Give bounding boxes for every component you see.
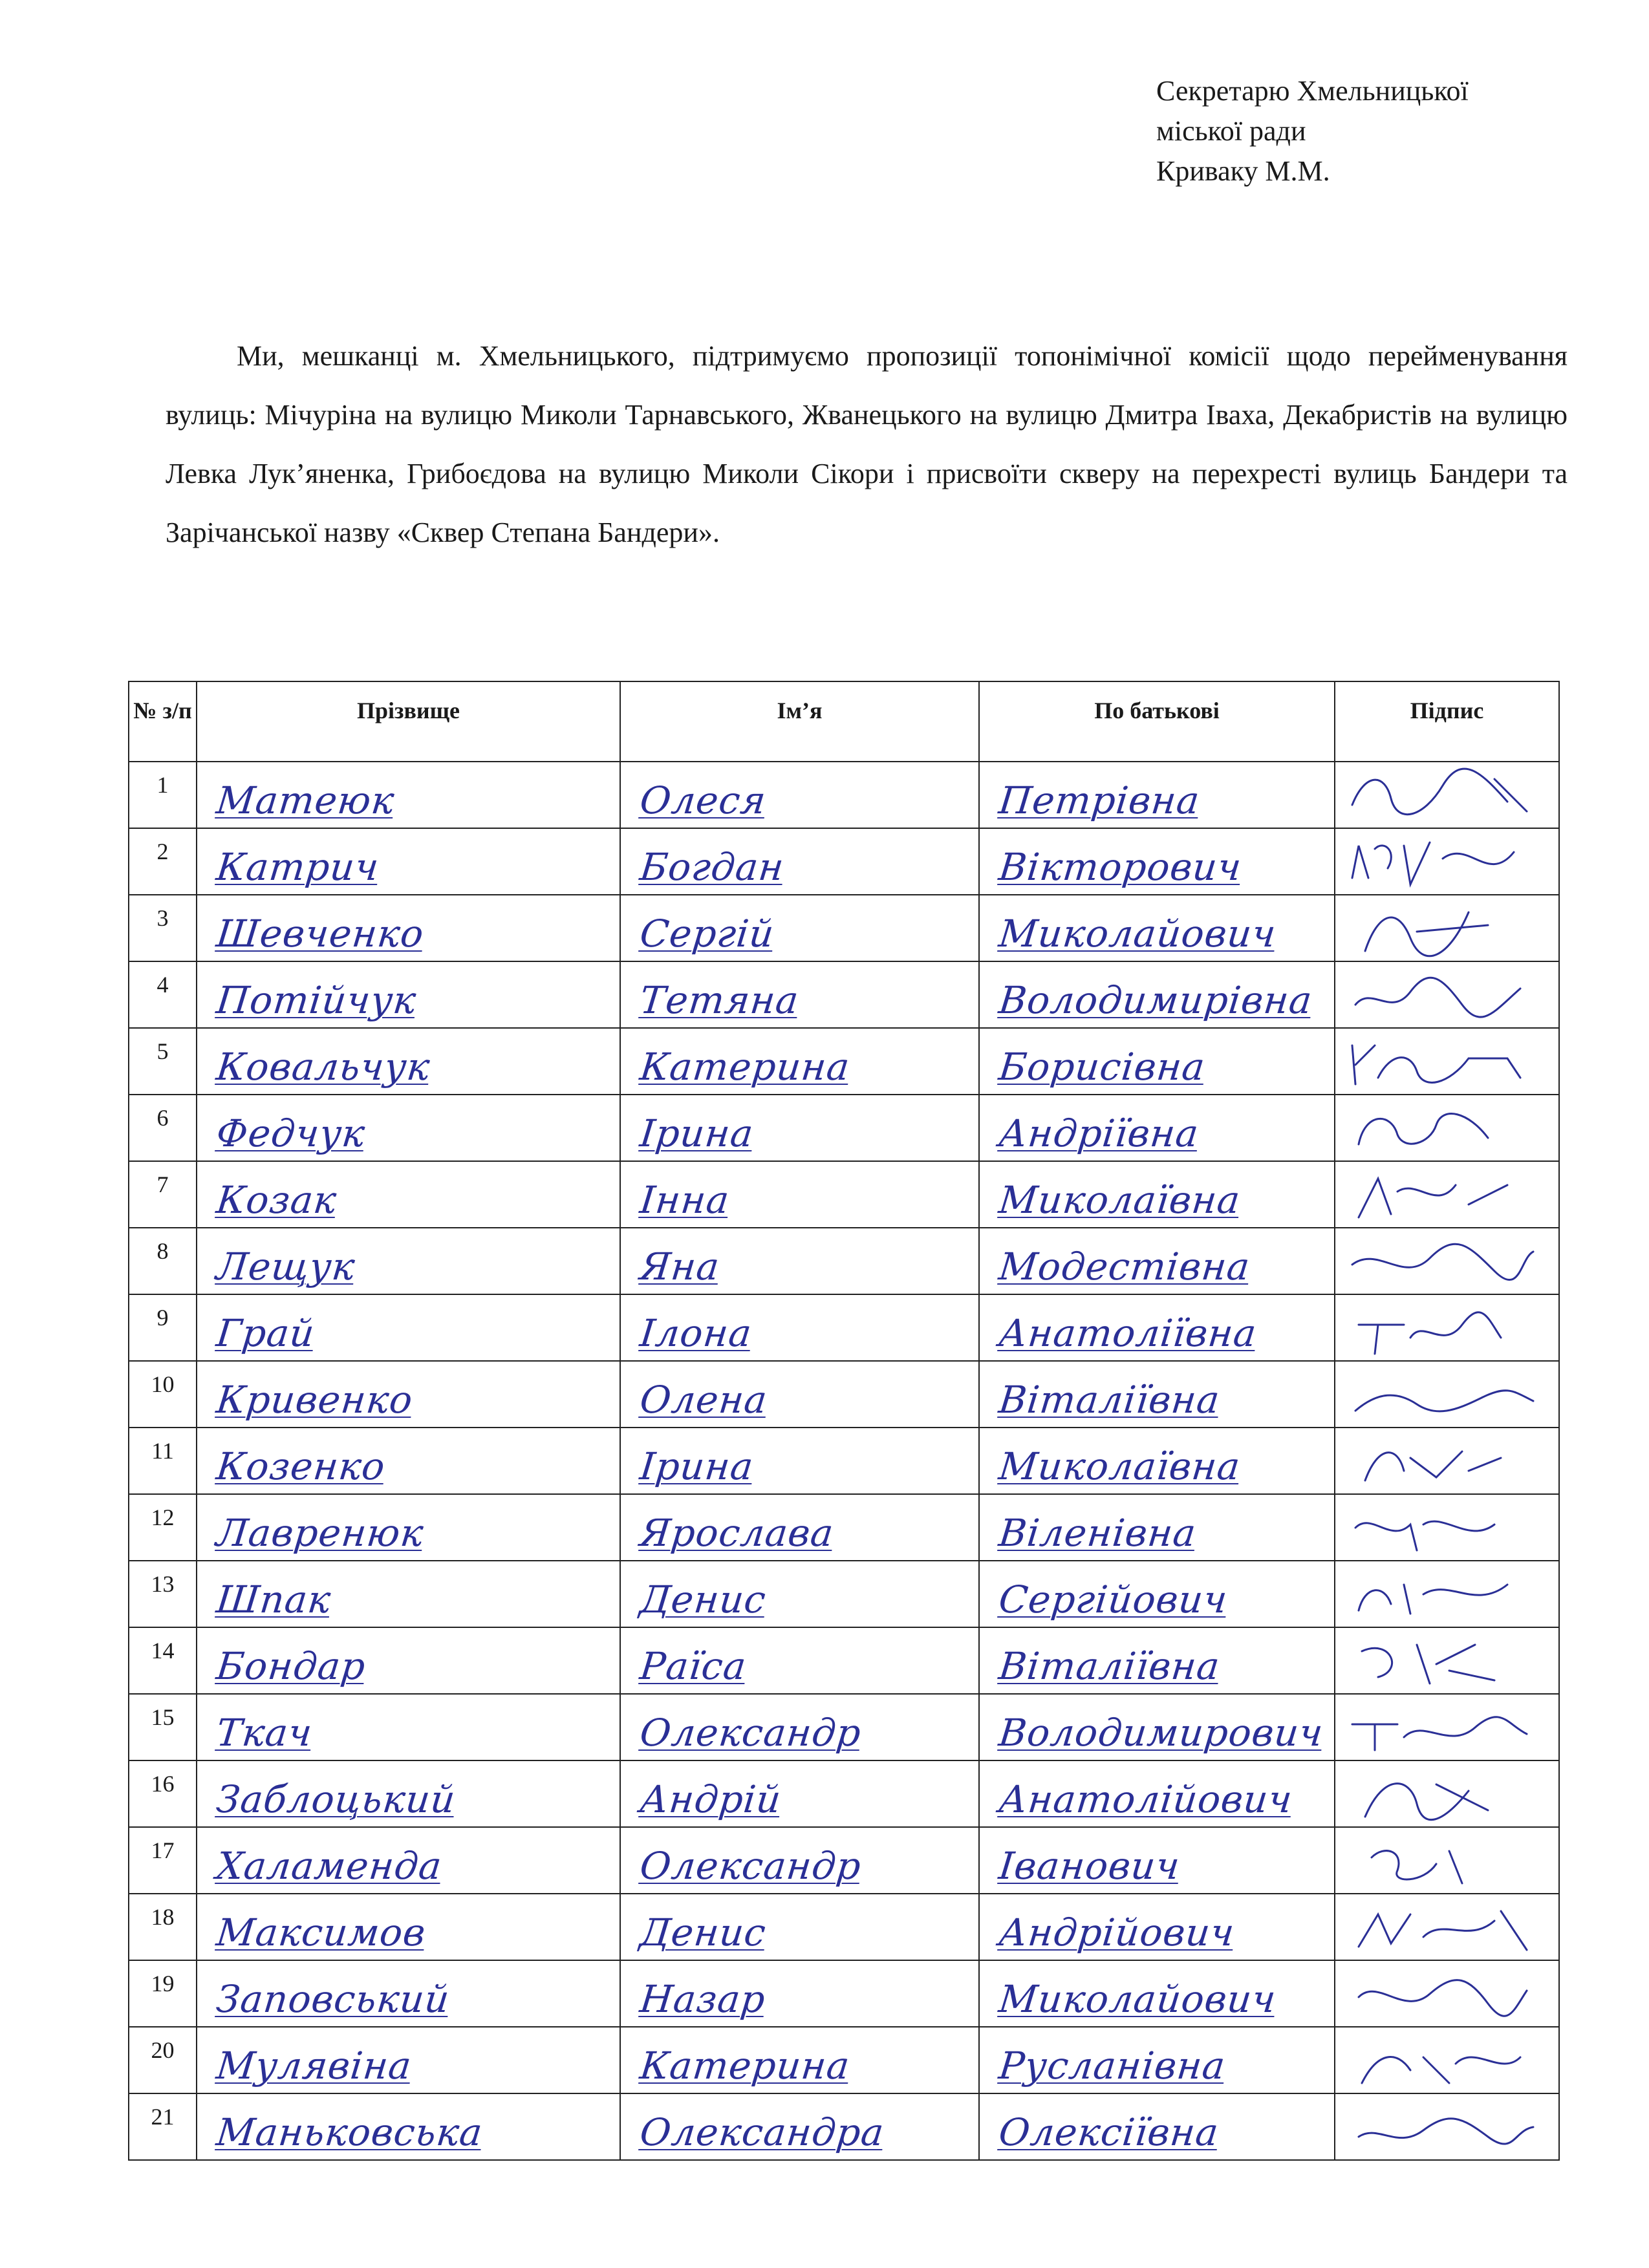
handwritten-signature — [1339, 766, 1546, 824]
signature-stroke — [1359, 1911, 1527, 1950]
handwritten-patronymic: Анатолійович — [997, 1777, 1295, 1821]
handwritten-signature — [1339, 899, 1546, 957]
cell-patronymic — [979, 1627, 1335, 1694]
signature-scribble — [1339, 1166, 1546, 1224]
handwritten-name: Олександр — [638, 1711, 864, 1755]
cell-surname — [197, 1760, 620, 1827]
row-number: 16 — [129, 1760, 197, 1827]
table-row — [129, 961, 1559, 1028]
cell-patronymic — [979, 2027, 1335, 2093]
row-number: 18 — [129, 1894, 197, 1960]
cell-name — [620, 961, 979, 1028]
signature-stroke — [1352, 1244, 1533, 1279]
handwritten-signature — [1339, 1499, 1546, 1557]
cell-signature — [1335, 1428, 1559, 1494]
handwritten-surname: Мулявіна — [214, 2044, 415, 2088]
table-row — [129, 2093, 1559, 2160]
cell-patronymic — [979, 1760, 1335, 1827]
handwritten-surname: Катрич — [214, 845, 382, 889]
cell-patronymic — [979, 1894, 1335, 1960]
row-number: 14 — [129, 1627, 197, 1694]
row-number: 6 — [129, 1095, 197, 1161]
handwritten-surname: Маньковська — [214, 2110, 485, 2154]
cell-signature — [1335, 1028, 1559, 1095]
handwritten-name: Олеся — [638, 778, 769, 822]
cell-surname — [197, 1827, 620, 1894]
cell-name — [620, 1561, 979, 1627]
handwritten-surname: Ткач — [214, 1711, 315, 1755]
handwritten-patronymic: Віталіївна — [997, 1644, 1222, 1688]
table-row — [129, 1228, 1559, 1294]
signature-stroke — [1372, 1851, 1462, 1883]
handwritten-signature — [1339, 1565, 1546, 1623]
handwritten-patronymic: Віталіївна — [997, 1378, 1222, 1422]
handwritten-signature — [1339, 2098, 1546, 2156]
cell-surname — [197, 1694, 620, 1760]
cell-patronymic — [979, 762, 1335, 828]
handwritten-surname: Лещук — [214, 1245, 358, 1289]
handwritten-name: Ірина — [638, 1111, 756, 1155]
signature-stroke — [1362, 1645, 1494, 1684]
cell-signature — [1335, 2093, 1559, 2160]
signature-scribble — [1339, 766, 1546, 824]
handwritten-signature — [1339, 1698, 1546, 1757]
cell-patronymic — [979, 1561, 1335, 1627]
handwritten-signature — [1339, 833, 1546, 891]
handwritten-surname: Кривенко — [214, 1378, 415, 1422]
row-number: 4 — [129, 961, 197, 1028]
signature-scribble — [1339, 966, 1546, 1024]
signature-stroke — [1355, 1521, 1494, 1550]
handwritten-signature — [1339, 1432, 1546, 1490]
cell-signature — [1335, 1627, 1559, 1694]
handwritten-surname: Ковальчук — [214, 1045, 433, 1089]
row-number: 8 — [129, 1228, 197, 1294]
row-number: 2 — [129, 828, 197, 895]
signature-stroke — [1355, 1391, 1533, 1411]
cell-signature — [1335, 1894, 1559, 1960]
row-number: 21 — [129, 2093, 197, 2160]
cell-signature — [1335, 1827, 1559, 1894]
cell-name — [620, 1494, 979, 1561]
table-row — [129, 1361, 1559, 1428]
cell-name — [620, 2027, 979, 2093]
cell-name — [620, 1960, 979, 2027]
signature-scribble — [1339, 899, 1546, 957]
cell-name — [620, 1428, 979, 1494]
handwritten-surname: Матеюк — [214, 778, 397, 822]
cell-name — [620, 1294, 979, 1361]
table-row — [129, 1627, 1559, 1694]
handwritten-surname: Потійчук — [214, 978, 419, 1022]
signature-stroke — [1359, 1179, 1507, 1217]
cell-surname — [197, 1228, 620, 1294]
cell-signature — [1335, 1561, 1559, 1627]
table-row — [129, 1161, 1559, 1228]
handwritten-signature — [1339, 1099, 1546, 1157]
header-num: № з/п — [129, 681, 197, 762]
handwritten-patronymic: Іванович — [997, 1844, 1183, 1888]
handwritten-surname: Максимов — [214, 1910, 428, 1954]
signature-scribble — [1339, 833, 1546, 891]
cell-patronymic — [979, 1361, 1335, 1428]
cell-patronymic — [979, 1294, 1335, 1361]
handwritten-signature — [1339, 1232, 1546, 1290]
cell-surname — [197, 2093, 620, 2160]
handwritten-surname: Халамендa — [214, 1844, 444, 1888]
cell-name — [620, 1095, 979, 1161]
signature-scribble — [1339, 2098, 1546, 2156]
cell-signature — [1335, 1694, 1559, 1760]
handwritten-patronymic: Петрівна — [997, 778, 1202, 822]
handwritten-surname: Шевченко — [214, 912, 427, 956]
cell-signature — [1335, 961, 1559, 1028]
cell-surname — [197, 961, 620, 1028]
handwritten-patronymic: Андріївна — [997, 1111, 1202, 1155]
signature-stroke — [1362, 2057, 1520, 2083]
row-number: 1 — [129, 762, 197, 828]
signature-stroke — [1365, 1451, 1501, 1481]
cell-surname — [197, 1028, 620, 1095]
table-row — [129, 1494, 1559, 1561]
addressee-line-2: міської ради — [1156, 115, 1306, 147]
cell-surname — [197, 1361, 620, 1428]
handwritten-patronymic: Миколайович — [997, 912, 1278, 956]
signature-stroke — [1365, 1784, 1488, 1820]
handwritten-name: Інна — [638, 1178, 732, 1222]
table-header-row — [129, 681, 1559, 762]
table-row — [129, 2027, 1559, 2093]
handwritten-patronymic: Андрійович — [997, 1910, 1237, 1954]
cell-surname — [197, 1627, 620, 1694]
cell-patronymic — [979, 1827, 1335, 1894]
signature-stroke — [1352, 769, 1527, 815]
handwritten-surname: Козенко — [214, 1444, 388, 1488]
handwritten-signature — [1339, 1166, 1546, 1224]
appeal-paragraph: Ми, мешканці м. Хмельницького, підтримуємо пропозиції топонімічної комісії щодо перейменування вулиць: Мічуріна на вулицю Миколи Тарнавського, Жванецького на вулицю Дмитра Іваха, Декабристів на вулицю Левка Лук’яненка, Грибоєдова на вулицю Миколи Сікори і присвоїти скверу на перехресті вулиць Бандери та Зарічанської назву «Сквер Степана Бандери». — [166, 340, 1568, 548]
cell-name — [620, 762, 979, 828]
handwritten-signature — [1339, 1898, 1546, 1956]
addressee-line-3: Криваку М.М. — [1156, 155, 1330, 187]
signature-scribble — [1339, 1232, 1546, 1290]
handwritten-name: Ярослава — [638, 1511, 836, 1555]
signature-stroke — [1359, 1980, 1527, 2017]
cell-patronymic — [979, 895, 1335, 961]
handwritten-surname: Федчук — [214, 1111, 368, 1155]
table-row — [129, 895, 1559, 961]
handwritten-patronymic: Миколайович — [997, 1977, 1278, 2021]
signature-scribble — [1339, 1032, 1546, 1091]
handwritten-surname: Грай — [214, 1311, 318, 1355]
cell-surname — [197, 1428, 620, 1494]
table-row — [129, 762, 1559, 828]
handwritten-patronymic: Русланівна — [997, 2044, 1228, 2088]
handwritten-name: Богдан — [638, 845, 786, 889]
cell-surname — [197, 1294, 620, 1361]
cell-surname — [197, 1894, 620, 1960]
cell-surname — [197, 1494, 620, 1561]
cell-patronymic — [979, 1494, 1335, 1561]
signature-scribble — [1339, 1632, 1546, 1690]
signature-scribble — [1339, 1965, 1546, 2023]
cell-name — [620, 1361, 979, 1428]
cell-name — [620, 895, 979, 961]
signature-stroke — [1352, 1045, 1520, 1084]
cell-signature — [1335, 1361, 1559, 1428]
header-surname: Прізвище — [197, 681, 620, 762]
signature-scribble — [1339, 1365, 1546, 1424]
signature-scribble — [1339, 1765, 1546, 1823]
table-row — [129, 1561, 1559, 1627]
cell-patronymic — [979, 1694, 1335, 1760]
cell-signature — [1335, 1095, 1559, 1161]
signature-stroke — [1365, 912, 1488, 956]
cell-name — [620, 1760, 979, 1827]
header-patronymic: По батькові — [979, 681, 1335, 762]
handwritten-signature — [1339, 1632, 1546, 1690]
handwritten-signature — [1339, 1365, 1546, 1424]
signature-scribble — [1339, 1299, 1546, 1357]
handwritten-surname: Заповський — [214, 1977, 452, 2021]
handwritten-name: Яна — [638, 1245, 722, 1289]
table-row — [129, 1894, 1559, 1960]
handwritten-surname: Лавренюк — [214, 1511, 426, 1555]
row-number: 19 — [129, 1960, 197, 2027]
handwritten-name: Катерина — [638, 1045, 852, 1089]
cell-signature — [1335, 2027, 1559, 2093]
signature-stroke — [1352, 842, 1514, 884]
signature-stroke — [1359, 1114, 1488, 1144]
signature-stroke — [1352, 1717, 1527, 1750]
handwritten-name: Олександр — [638, 1844, 864, 1888]
header-name: Ім’я — [620, 681, 979, 762]
signature-scribble — [1339, 1832, 1546, 1890]
cell-name — [620, 2093, 979, 2160]
handwritten-name: Олександра — [638, 2110, 887, 2154]
cell-surname — [197, 1960, 620, 2027]
cell-patronymic — [979, 2093, 1335, 2160]
cell-signature — [1335, 1161, 1559, 1228]
signature-scribble — [1339, 1565, 1546, 1623]
handwritten-name: Денис — [638, 1578, 769, 1621]
cell-patronymic — [979, 1228, 1335, 1294]
signature-stroke — [1359, 1312, 1501, 1354]
handwritten-patronymic: Борисівна — [997, 1045, 1208, 1089]
handwritten-name: Раїса — [638, 1644, 749, 1688]
cell-surname — [197, 828, 620, 895]
cell-patronymic — [979, 828, 1335, 895]
cell-surname — [197, 2027, 620, 2093]
row-number: 9 — [129, 1294, 197, 1361]
signature-scribble — [1339, 1698, 1546, 1757]
table-row — [129, 1095, 1559, 1161]
table-body — [129, 762, 1559, 2160]
handwritten-patronymic: Миколаївна — [997, 1444, 1243, 1488]
table-row — [129, 1294, 1559, 1361]
handwritten-signature — [1339, 966, 1546, 1024]
row-number: 5 — [129, 1028, 197, 1095]
cell-name — [620, 1894, 979, 1960]
handwritten-name: Олена — [638, 1378, 770, 1422]
table-row — [129, 1694, 1559, 1760]
handwritten-signature — [1339, 1299, 1546, 1357]
row-number: 11 — [129, 1428, 197, 1494]
signature-stroke — [1359, 1585, 1507, 1614]
signature-stroke — [1355, 978, 1520, 1017]
cell-surname — [197, 1095, 620, 1161]
row-number: 10 — [129, 1361, 197, 1428]
cell-signature — [1335, 762, 1559, 828]
signature-scribble — [1339, 2031, 1546, 2090]
signature-scribble — [1339, 1499, 1546, 1557]
row-number: 20 — [129, 2027, 197, 2093]
handwritten-surname: Бондар — [214, 1644, 368, 1688]
handwritten-patronymic: Модестівна — [997, 1245, 1253, 1289]
table-row — [129, 1960, 1559, 2027]
cell-name — [620, 828, 979, 895]
cell-patronymic — [979, 1960, 1335, 2027]
cell-signature — [1335, 1294, 1559, 1361]
cell-patronymic — [979, 1161, 1335, 1228]
cell-name — [620, 1161, 979, 1228]
handwritten-patronymic: Миколаївна — [997, 1178, 1243, 1222]
cell-name — [620, 1228, 979, 1294]
appeal-text-block — [166, 326, 1568, 562]
table-row — [129, 828, 1559, 895]
handwritten-name: Катерина — [638, 2044, 852, 2088]
row-number: 13 — [129, 1561, 197, 1627]
handwritten-name: Денис — [638, 1910, 769, 1954]
cell-surname — [197, 1561, 620, 1627]
cell-signature — [1335, 1494, 1559, 1561]
cell-patronymic — [979, 961, 1335, 1028]
header-signature: Підпис — [1335, 681, 1559, 762]
cell-signature — [1335, 1760, 1559, 1827]
handwritten-name: Андрій — [638, 1777, 784, 1821]
handwritten-name: Назар — [638, 1977, 768, 2021]
handwritten-name: Тетяна — [638, 978, 801, 1022]
cell-name — [620, 1028, 979, 1095]
cell-signature — [1335, 828, 1559, 895]
handwritten-signature — [1339, 1032, 1546, 1091]
handwritten-surname: Козак — [214, 1178, 339, 1222]
cell-signature — [1335, 1960, 1559, 2027]
row-number: 12 — [129, 1494, 197, 1561]
cell-patronymic — [979, 1028, 1335, 1095]
cell-surname — [197, 762, 620, 828]
table-row — [129, 1428, 1559, 1494]
row-number: 7 — [129, 1161, 197, 1228]
handwritten-patronymic: Володимирівна — [997, 978, 1315, 1022]
addressee-block — [1156, 71, 1469, 191]
handwritten-signature — [1339, 1765, 1546, 1823]
cell-signature — [1335, 1228, 1559, 1294]
table-row — [129, 1827, 1559, 1894]
table-row — [129, 1028, 1559, 1095]
handwritten-signature — [1339, 1965, 1546, 2023]
signature-stroke — [1359, 2119, 1533, 2144]
handwritten-patronymic: Сергійович — [997, 1578, 1230, 1621]
cell-surname — [197, 895, 620, 961]
signature-table — [128, 681, 1560, 2161]
table-row — [129, 1760, 1559, 1827]
cell-name — [620, 1694, 979, 1760]
cell-signature — [1335, 895, 1559, 961]
handwritten-signature — [1339, 2031, 1546, 2090]
handwritten-patronymic: Володимирович — [997, 1711, 1326, 1755]
signature-scribble — [1339, 1898, 1546, 1956]
cell-name — [620, 1627, 979, 1694]
signature-scribble — [1339, 1432, 1546, 1490]
row-number: 3 — [129, 895, 197, 961]
handwritten-signature — [1339, 1832, 1546, 1890]
handwritten-name: Ірина — [638, 1444, 756, 1488]
signature-scribble — [1339, 1099, 1546, 1157]
handwritten-surname: Заблоцький — [214, 1777, 458, 1821]
cell-patronymic — [979, 1428, 1335, 1494]
row-number: 17 — [129, 1827, 197, 1894]
cell-surname — [197, 1161, 620, 1228]
handwritten-patronymic: Вікторович — [997, 845, 1244, 889]
handwritten-patronymic: Віленівна — [997, 1511, 1199, 1555]
handwritten-name: Ілона — [638, 1311, 755, 1355]
addressee-line-1: Секретарю Хмельницької — [1156, 75, 1469, 107]
handwritten-name: Сергій — [638, 912, 777, 956]
handwritten-surname: Шпак — [214, 1578, 334, 1621]
row-number: 15 — [129, 1694, 197, 1760]
handwritten-patronymic: Анатоліївна — [997, 1311, 1259, 1355]
cell-name — [620, 1827, 979, 1894]
handwritten-patronymic: Олексіївна — [997, 2110, 1222, 2154]
cell-patronymic — [979, 1095, 1335, 1161]
